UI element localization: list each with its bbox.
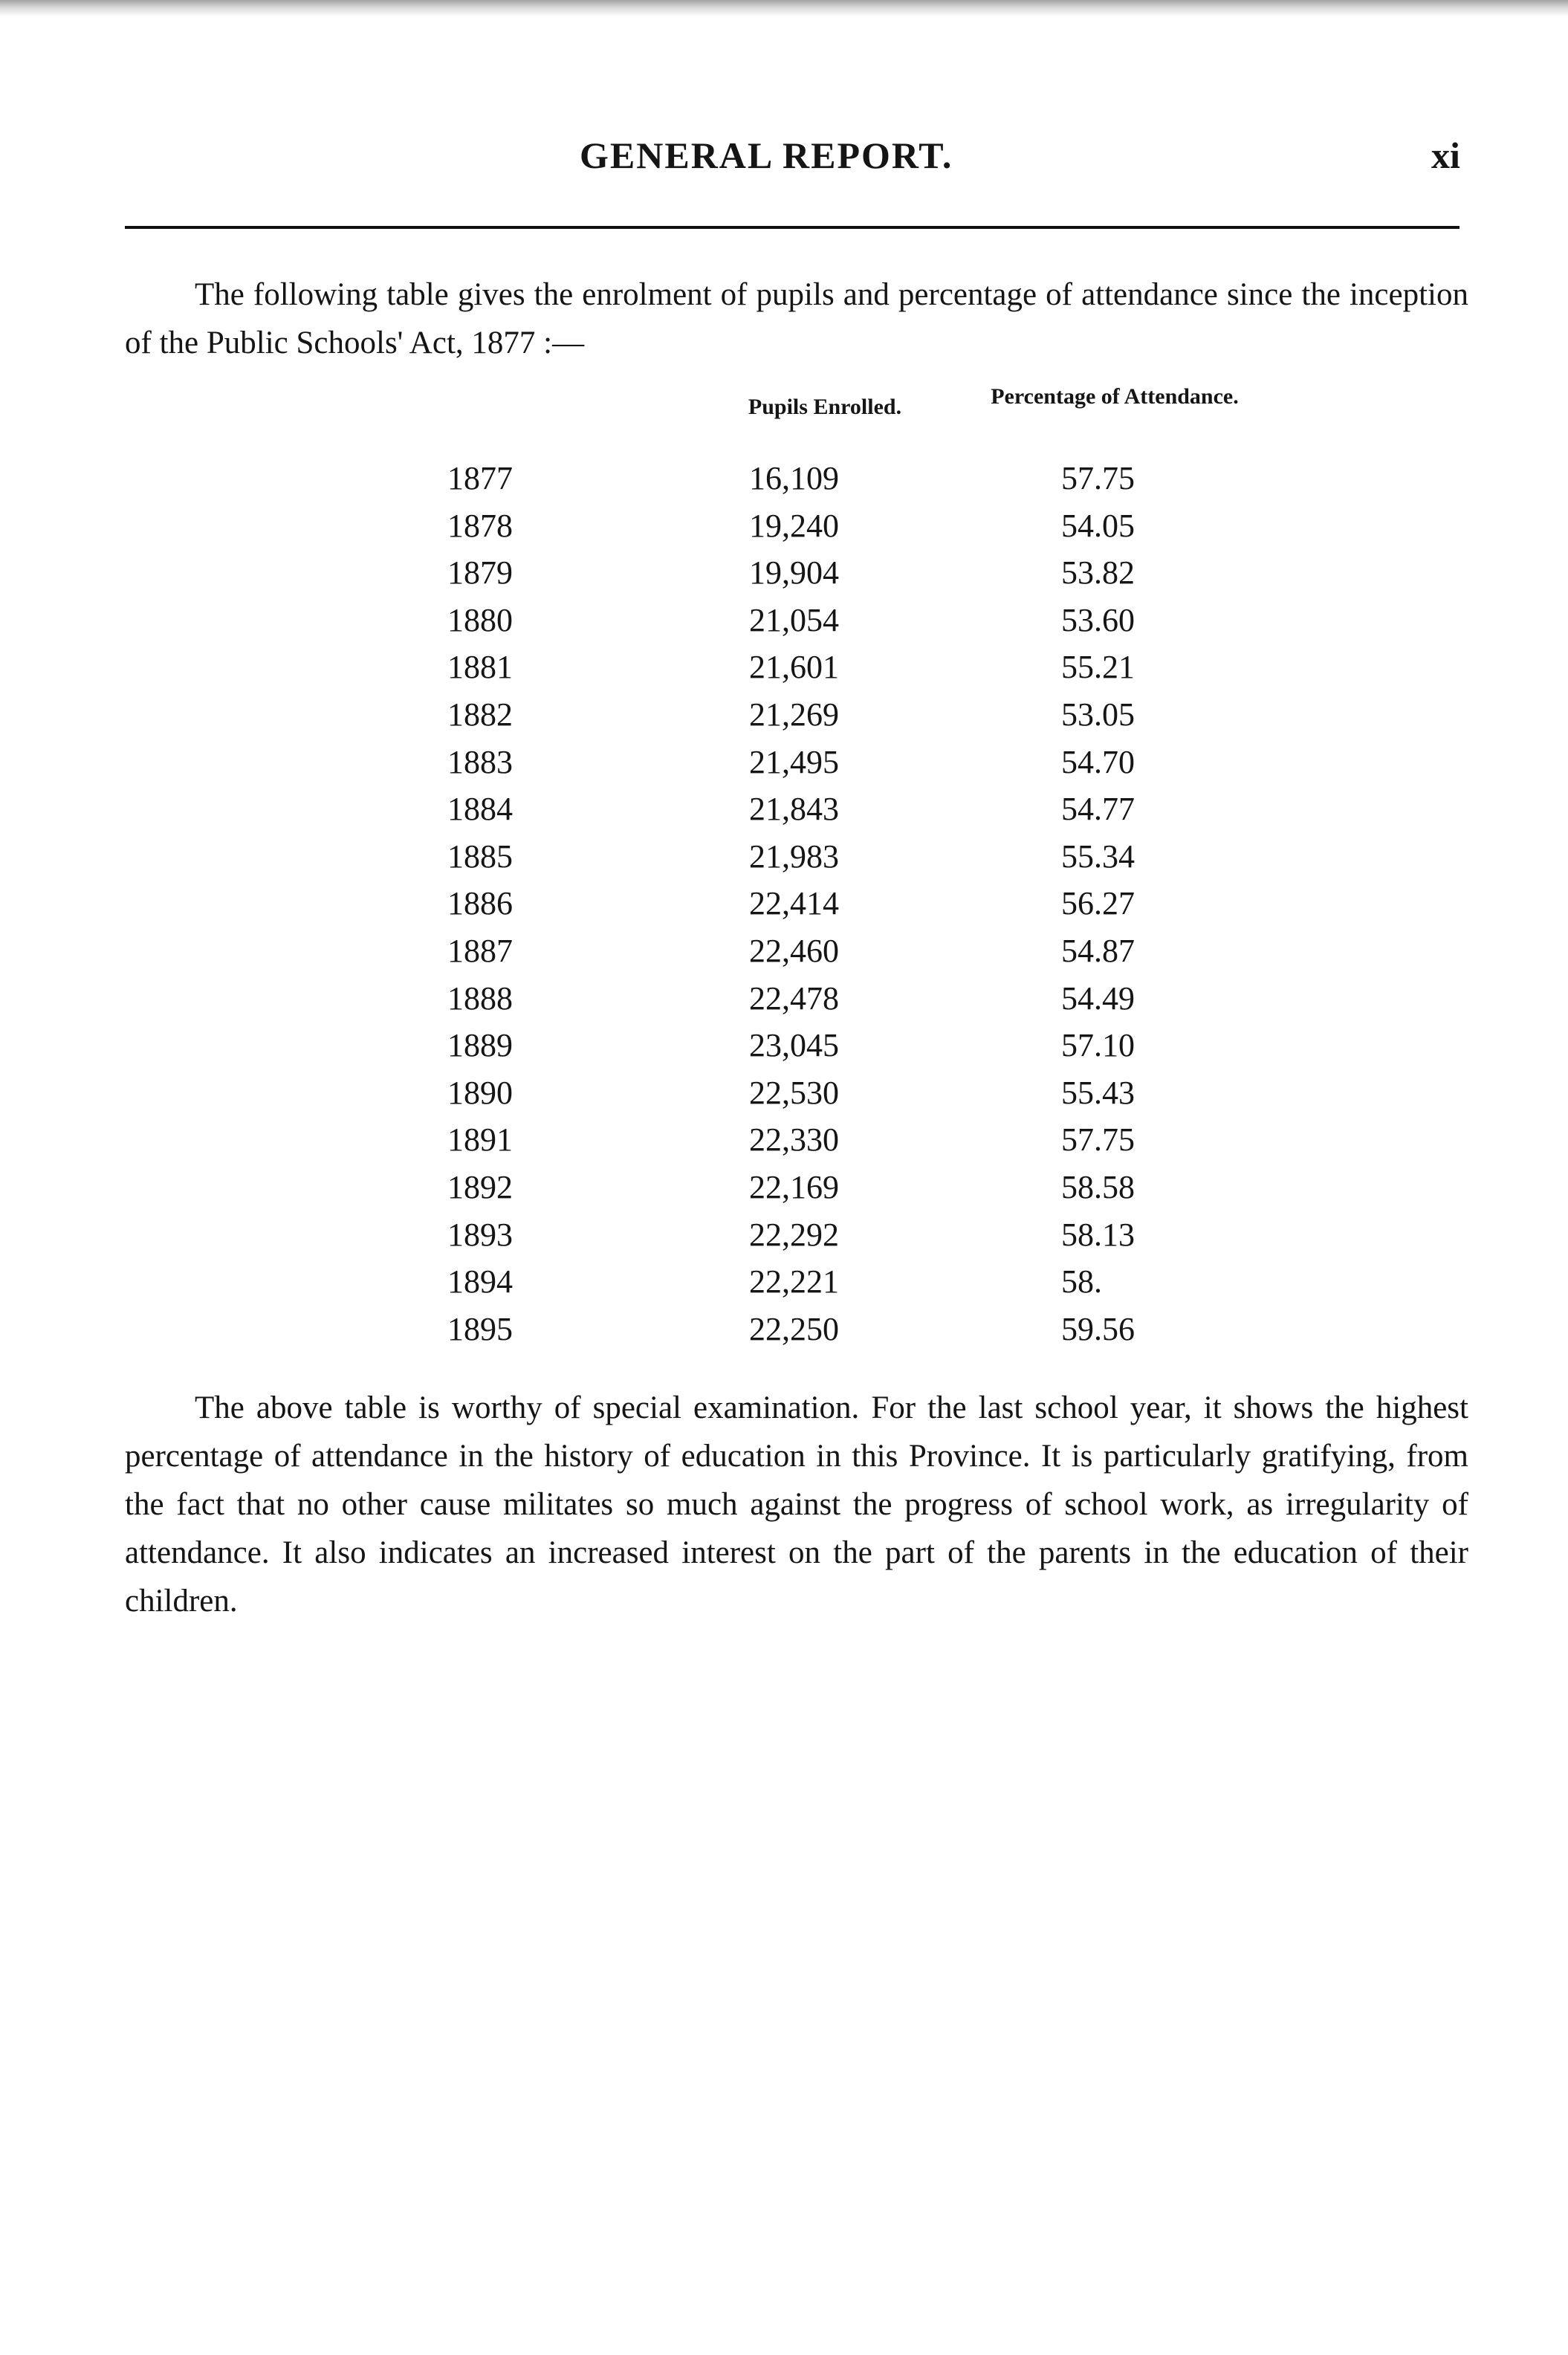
attendance-percentage-cell: 54.77 xyxy=(1061,791,1135,828)
attendance-percentage-cell: 54.49 xyxy=(1061,979,1135,1017)
pupils-enrolled-cell: 22,414 xyxy=(749,885,839,922)
year-cell: 1895 xyxy=(447,1310,513,1347)
pupils-enrolled-cell: 21,601 xyxy=(749,649,839,686)
year-cell: 1890 xyxy=(447,1074,513,1111)
attendance-percentage-cell: 53.82 xyxy=(1061,554,1135,592)
attendance-percentage-cell: 55.43 xyxy=(1061,1074,1135,1111)
table-row xyxy=(0,1306,1568,1353)
year-cell: 1891 xyxy=(447,1121,513,1159)
pupils-enrolled-cell: 22,169 xyxy=(749,1168,839,1205)
page-scan-edge xyxy=(0,0,1568,16)
pupils-enrolled-cell: 21,495 xyxy=(749,743,839,780)
page-number: xi xyxy=(1431,135,1460,176)
attendance-percentage-cell: 53.60 xyxy=(1061,601,1135,638)
year-cell: 1877 xyxy=(447,460,513,496)
year-cell: 1889 xyxy=(447,1027,513,1064)
table-row xyxy=(0,927,1568,975)
year-cell: 1887 xyxy=(447,932,513,969)
table-row xyxy=(0,1211,1568,1259)
pupils-enrolled-cell: 22,478 xyxy=(749,979,839,1017)
table-row xyxy=(0,880,1568,927)
table-row xyxy=(0,1069,1568,1117)
column-header-percentage-attendance xyxy=(988,385,1241,409)
attendance-percentage-cell: 57.10 xyxy=(1061,1027,1135,1064)
attendance-percentage-cell: 54.05 xyxy=(1061,507,1135,544)
attendance-percentage-cell: 58.13 xyxy=(1061,1216,1135,1253)
year-cell: 1893 xyxy=(447,1216,513,1253)
attendance-percentage-cell: 55.34 xyxy=(1061,838,1135,875)
pupils-enrolled-cell: 22,292 xyxy=(749,1216,839,1253)
pupils-enrolled-cell: 22,530 xyxy=(749,1074,839,1111)
table-row xyxy=(0,1258,1568,1306)
table-row xyxy=(0,644,1568,691)
attendance-percentage-cell: 57.75 xyxy=(1061,460,1135,496)
attendance-percentage-cell: 59.56 xyxy=(1061,1310,1135,1347)
page-header xyxy=(0,134,1568,193)
table-row xyxy=(0,549,1568,597)
year-cell: 1882 xyxy=(447,696,513,733)
year-cell: 1881 xyxy=(447,649,513,686)
intro-paragraph: The following table gives the enrolment of pupils and percentage of attendance since the inception of the Public Schools' Act, 1877 :— xyxy=(125,277,1468,360)
year-cell: 1884 xyxy=(447,791,513,828)
pupils-enrolled-cell: 21,269 xyxy=(749,696,839,733)
pupils-enrolled-cell: 19,904 xyxy=(749,554,839,592)
attendance-percentage-cell: 58. xyxy=(1061,1263,1102,1300)
attendance-percentage-cell: 54.87 xyxy=(1061,932,1135,969)
year-cell: 1892 xyxy=(447,1168,513,1205)
attendance-percentage-cell: 56.27 xyxy=(1061,885,1135,922)
table-row xyxy=(0,975,1568,1023)
column-header-percentage-attendance-text: Percentage of Attendance. xyxy=(991,384,1239,409)
pupils-enrolled-cell: 23,045 xyxy=(749,1027,839,1064)
year-cell: 1894 xyxy=(447,1263,513,1300)
attendance-percentage-cell: 53.05 xyxy=(1061,696,1135,733)
year-cell: 1886 xyxy=(447,885,513,922)
column-header-pupils-enrolled: Pupils Enrolled. xyxy=(748,395,902,419)
pupils-enrolled-cell: 21,843 xyxy=(749,791,839,828)
attendance-percentage-cell: 58.58 xyxy=(1061,1168,1135,1205)
attendance-percentage-cell: 55.21 xyxy=(1061,649,1135,686)
year-cell: 1878 xyxy=(447,507,513,544)
year-cell: 1885 xyxy=(447,838,513,875)
pupils-enrolled-cell: 19,240 xyxy=(749,507,839,544)
year-cell: 1880 xyxy=(447,601,513,638)
closing-paragraph: The above table is worthy of special examination. For the last school year, it shows the highest percentage of attendance in the history of education in this Province. It is particularly gratifying, from the fact that no other cause militates so much against the progress of school work, as irregularity of attendance. It also indicates an increased interest on the part of the parents in the education of their children. xyxy=(125,1390,1468,1619)
page-title: GENERAL REPORT. xyxy=(580,135,953,176)
pupils-enrolled-cell: 16,109 xyxy=(749,460,839,496)
table-row xyxy=(0,502,1568,550)
attendance-percentage-cell: 54.70 xyxy=(1061,743,1135,780)
pupils-enrolled-cell: 22,221 xyxy=(749,1263,839,1300)
pupils-enrolled-cell: 22,250 xyxy=(749,1310,839,1347)
table-row xyxy=(0,1164,1568,1211)
table-body xyxy=(0,455,1568,1353)
year-cell: 1888 xyxy=(447,979,513,1017)
table-row xyxy=(0,455,1568,502)
year-cell: 1879 xyxy=(447,554,513,592)
table-row xyxy=(0,739,1568,786)
pupils-enrolled-cell: 22,330 xyxy=(749,1121,839,1159)
table-row xyxy=(0,1116,1568,1164)
attendance-percentage-cell: 57.75 xyxy=(1061,1121,1135,1159)
pupils-enrolled-cell: 21,983 xyxy=(749,838,839,875)
pupils-enrolled-cell: 21,054 xyxy=(749,601,839,638)
year-cell: 1883 xyxy=(447,743,513,780)
pupils-enrolled-cell: 22,460 xyxy=(749,932,839,969)
header-rule xyxy=(125,226,1460,229)
table-row xyxy=(0,1022,1568,1069)
table-row xyxy=(0,691,1568,739)
table-row xyxy=(0,785,1568,833)
table-row xyxy=(0,597,1568,644)
table-row xyxy=(0,833,1568,881)
